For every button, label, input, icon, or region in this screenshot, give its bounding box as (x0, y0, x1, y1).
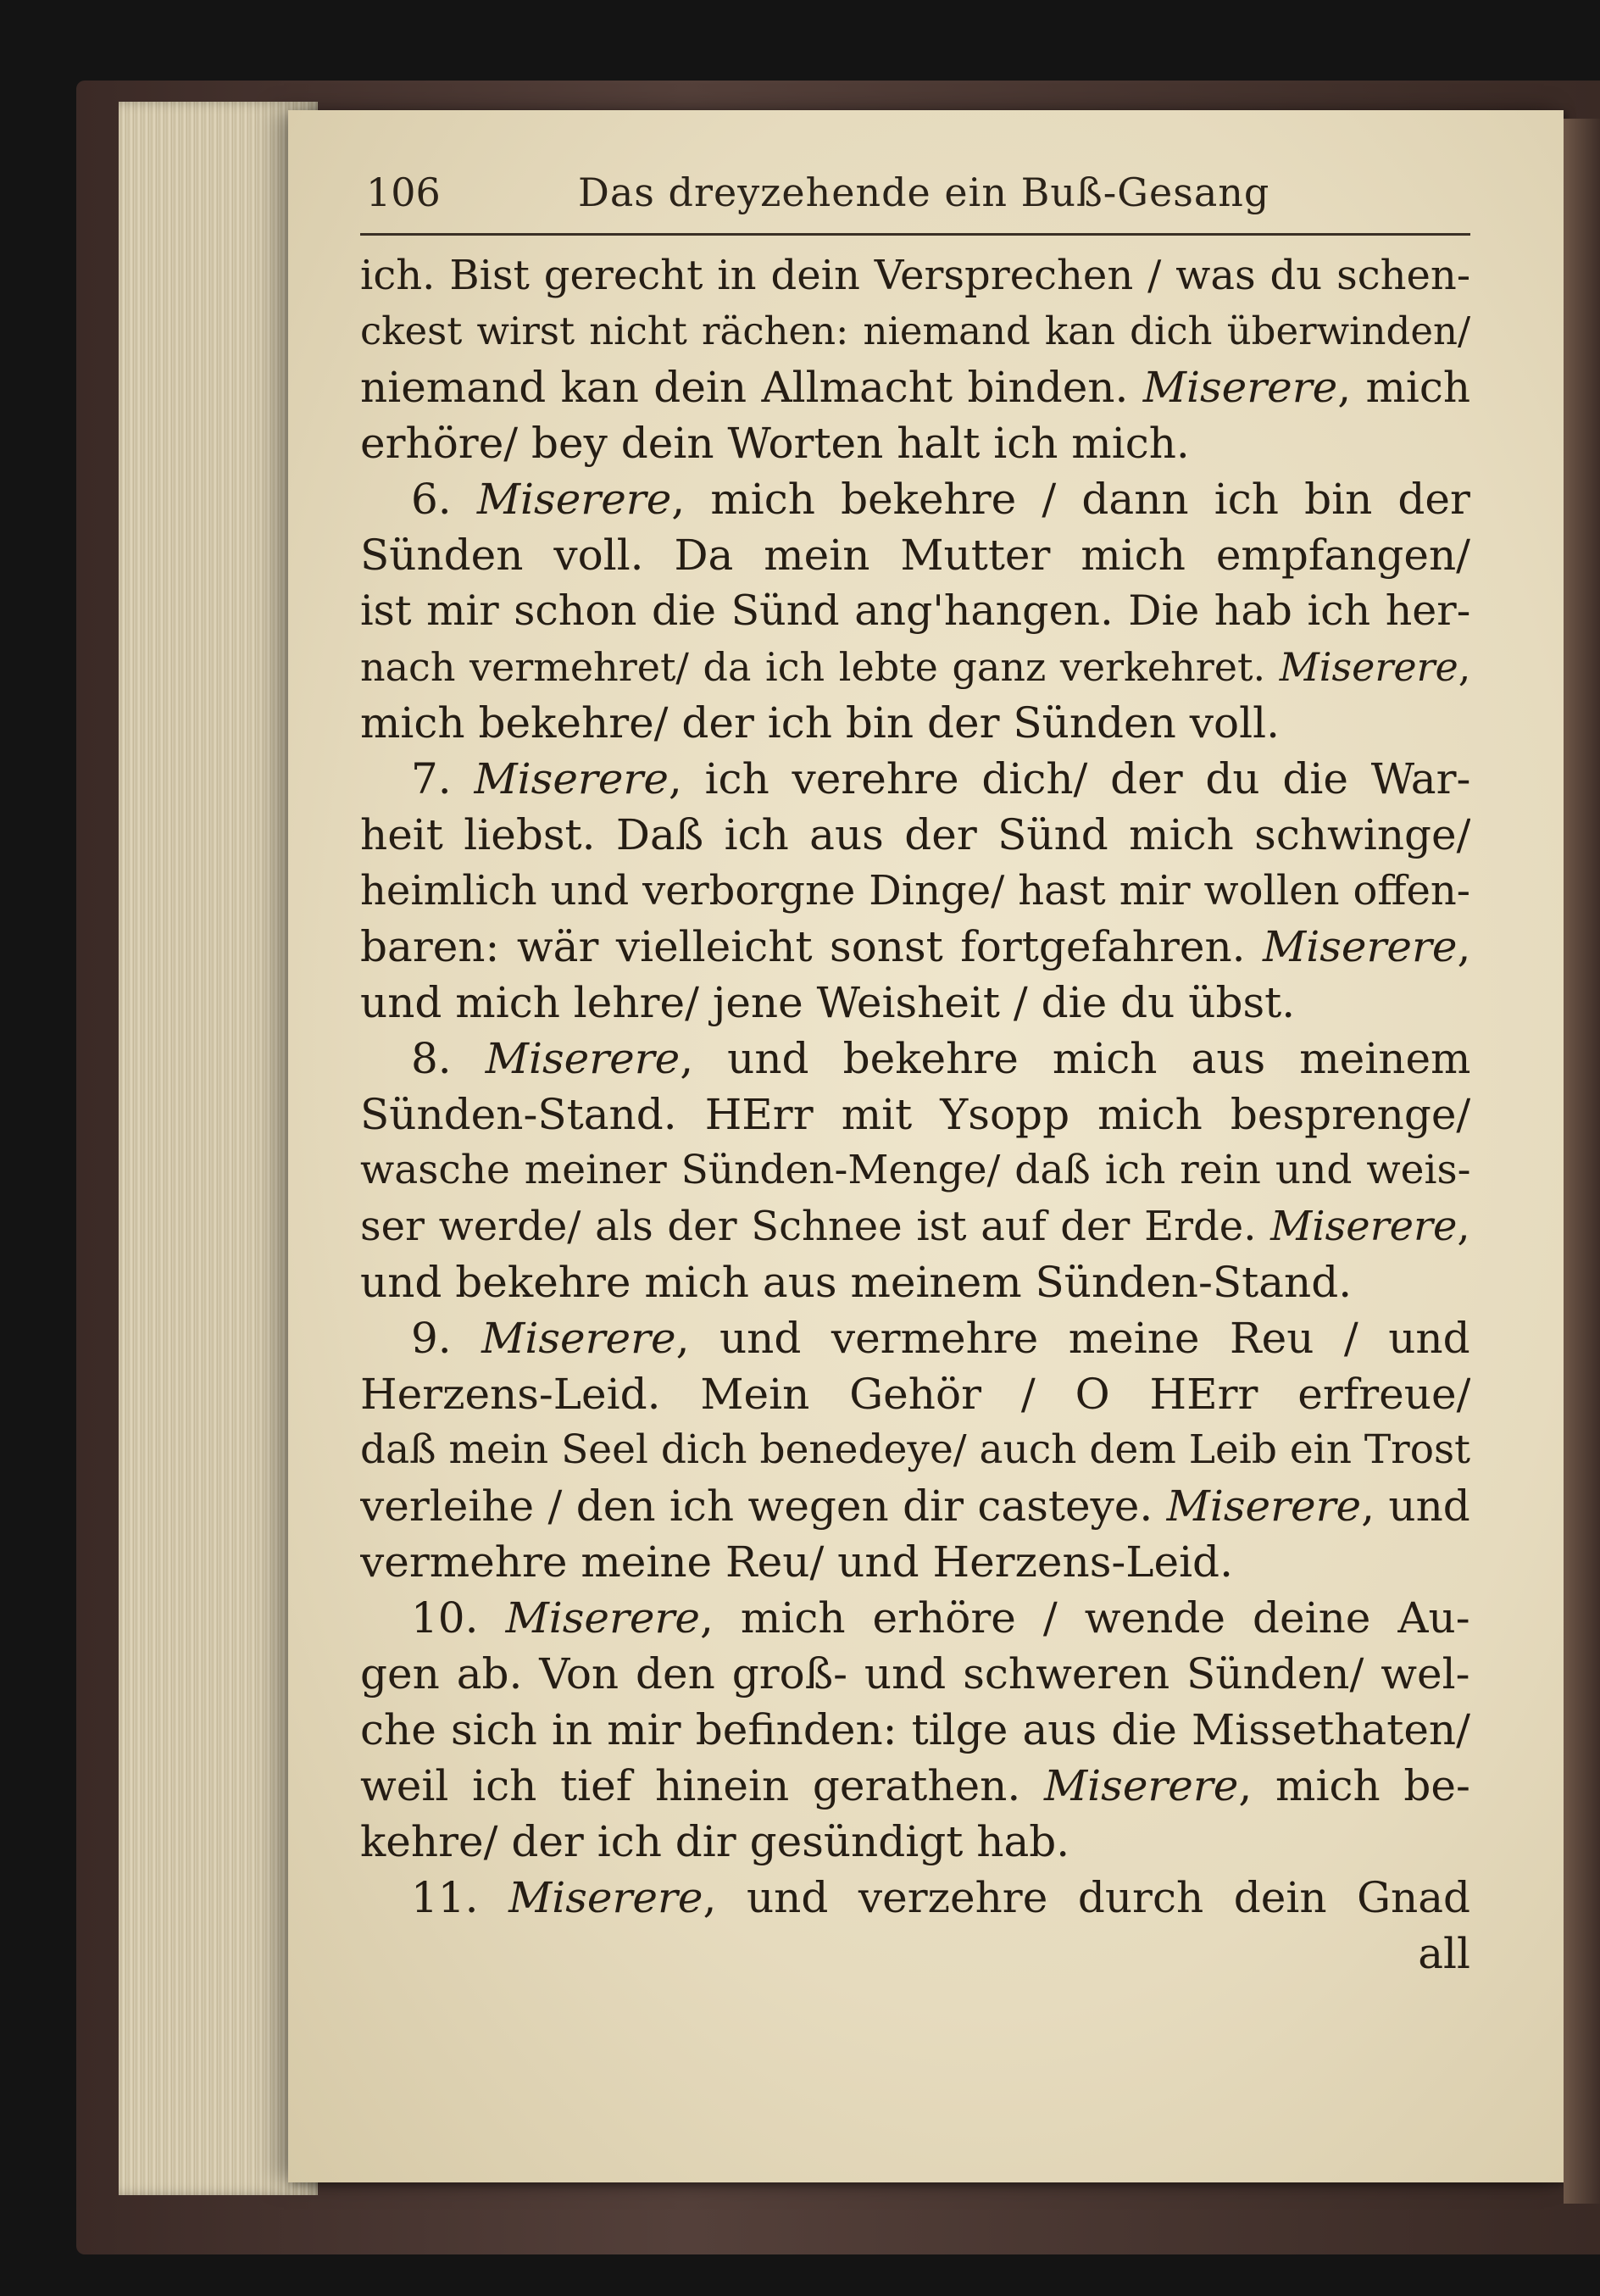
header-rule (360, 233, 1470, 236)
text-line-content: nach vermehret/ da ich lebte ganz verkehret. Miserere, (360, 644, 1470, 690)
text-line-content: vermehre meine Reu/ und Herzens-Leid. (360, 1537, 1233, 1587)
text-line (360, 1031, 1470, 1087)
text-line (360, 751, 1470, 807)
text-line-content: 6. Miserere, mich bekehre / dann ich bin der (411, 475, 1470, 524)
text-line (360, 1590, 1470, 1646)
text-line-content: mich bekehre/ der ich bin der Sünden voll. (360, 698, 1280, 748)
text-line (360, 1478, 1470, 1534)
running-title: Das dreyzehende ein Buß-Gesang (578, 170, 1270, 215)
text-line (360, 1870, 1470, 1926)
text-line (360, 1814, 1470, 1870)
facing-page-edge (1564, 119, 1600, 2204)
text-line (360, 975, 1470, 1031)
text-line-content: che sich in mir befinden: tilge aus die Missethaten/ (360, 1705, 1470, 1754)
page-number: 106 (366, 170, 441, 215)
text-line (360, 247, 1470, 303)
text-line (360, 1087, 1470, 1142)
text-line-content: und bekehre mich aus meinem Sünden-Stand. (360, 1258, 1353, 1307)
text-line-content: wasche meiner Sünden-Menge/ daß ich rein und weis- (360, 1147, 1470, 1193)
text-line (360, 1254, 1470, 1310)
text-line (360, 695, 1470, 751)
text-line-content: all (1418, 1929, 1470, 1978)
text-line (360, 1142, 1470, 1198)
text-line-content: verleihe / den ich wegen dir casteye. Miserere, und (360, 1482, 1470, 1531)
text-line (360, 1646, 1470, 1702)
page-header (366, 170, 1468, 229)
text-line-content: erhöre/ bey dein Worten halt ich mich. (360, 419, 1190, 468)
text-line (360, 1366, 1470, 1422)
text-line (360, 583, 1470, 639)
text-line-content: und mich lehre/ jene Weisheit / die du übst. (360, 978, 1296, 1027)
text-line-content: heit liebst. Daß ich aus der Sünd mich schwinge/ (360, 810, 1470, 859)
text-line (360, 1758, 1470, 1814)
text-line-content: daß mein Seel dich benedeye/ auch dem Leib ein Trost (360, 1426, 1470, 1473)
text-line (360, 303, 1470, 359)
text-line-content: 10. Miserere, mich erhöre / wende deine Au- (411, 1593, 1470, 1643)
text-line (360, 359, 1470, 415)
text-line-content: ich. Bist gerecht in dein Versprechen / was du schen- (360, 252, 1470, 299)
text-line-content: ckest wirst nicht rächen: niemand kan dich überwinden/ (360, 309, 1470, 353)
text-line (360, 807, 1470, 863)
text-line-content: baren: wär vielleicht sonst fortgefahren. Miserere, (360, 922, 1470, 971)
text-line (360, 1422, 1470, 1478)
text-line-content: heimlich und verborgne Dinge/ hast mir wollen offen- (360, 867, 1470, 915)
text-line-content: kehre/ der ich dir gesündigt hab. (360, 1817, 1070, 1866)
text-line (360, 1198, 1470, 1254)
text-line-content: 9. Miserere, und vermehre meine Reu / und (411, 1314, 1470, 1363)
text-line-content: Sünden voll. Da mein Mutter mich empfangen/ (360, 531, 1470, 580)
text-line (360, 639, 1470, 695)
text-line-content: ser werde/ als der Schnee ist auf der Erde. Miserere, (360, 1203, 1470, 1250)
text-line-content: 7. Miserere, ich verehre dich/ der du die War- (411, 754, 1470, 803)
text-line (360, 1926, 1470, 1982)
text-line (360, 1702, 1470, 1758)
body-text (360, 247, 1470, 1982)
text-line-content: gen ab. Von den groß- und schweren Sünden/ wel- (360, 1649, 1470, 1698)
text-line-content: Herzens-Leid. Mein Gehör / O HErr erfreue/ (360, 1370, 1470, 1419)
text-line (360, 919, 1470, 975)
text-line (360, 415, 1470, 471)
text-line (360, 527, 1470, 583)
text-line (360, 1310, 1470, 1366)
text-line (360, 863, 1470, 919)
text-line-content: 11. Miserere, und verzehre durch dein Gnad (411, 1873, 1470, 1922)
text-line-content: weil ich tief hinein gerathen. Miserere, mich be- (360, 1761, 1470, 1810)
text-line-content: ist mir schon die Sünd ang'hangen. Die hab ich her- (360, 587, 1470, 635)
text-line-content: niemand kan dein Allmacht binden. Miserere, mich (360, 363, 1470, 412)
text-line-content: 8. Miserere, und bekehre mich aus meinem (411, 1034, 1470, 1083)
text-line (360, 1534, 1470, 1590)
text-line-content: Sünden-Stand. HErr mit Ysopp mich besprenge/ (360, 1090, 1470, 1139)
text-line (360, 471, 1470, 527)
